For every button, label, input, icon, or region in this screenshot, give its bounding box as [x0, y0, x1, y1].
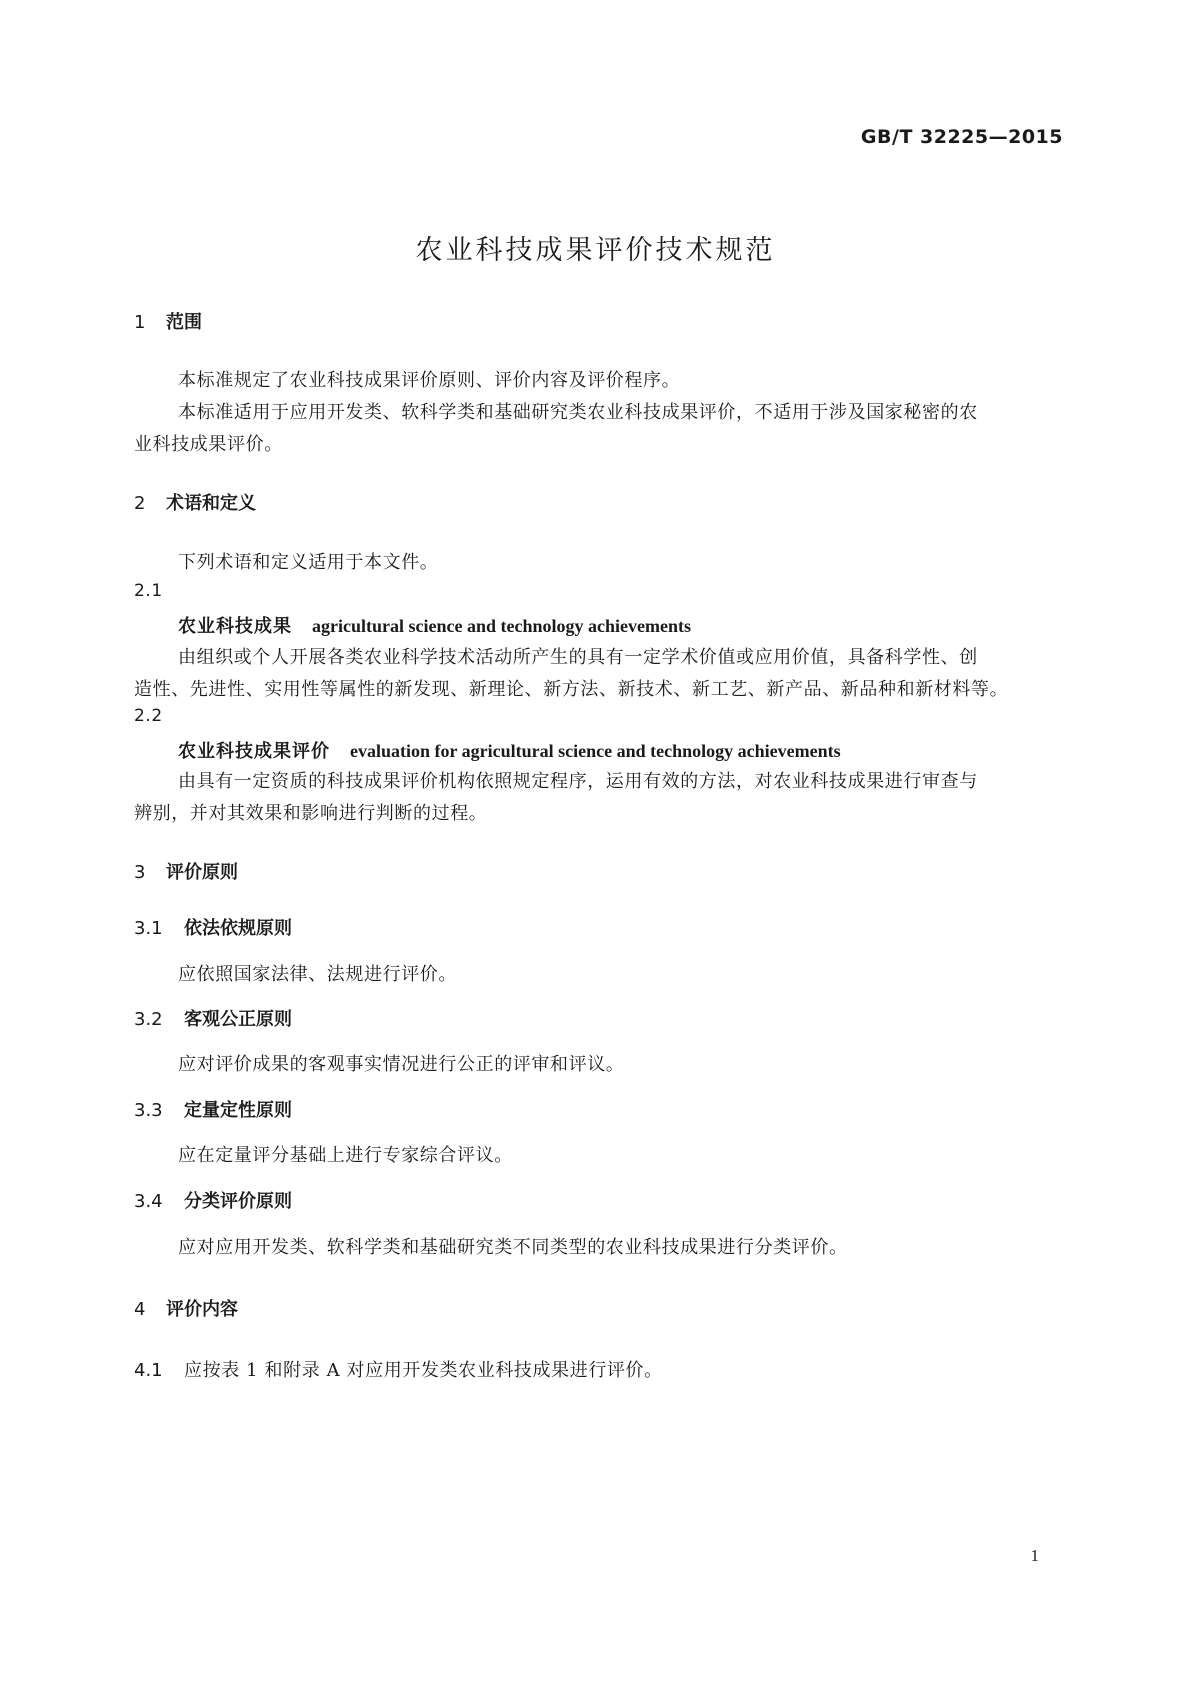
section-number: 2 — [134, 493, 146, 514]
term-chinese: 农业科技成果评价 — [178, 741, 330, 762]
clause-text: 应按表 1 和附录 A 对应用开发类农业科技成果进行评价。 — [184, 1360, 663, 1381]
paragraph: 应对应用开发类、软科学类和基础研究类不同类型的农业科技成果进行分类评价。 — [178, 1237, 848, 1258]
term-definition: 由具有一定资质的科技成果评价机构依照规定程序，运用有效的方法，对农业科技成果进行审查与 — [178, 771, 978, 792]
subsection-heading — [134, 1005, 292, 1031]
term-entry — [178, 737, 841, 763]
section-3-heading — [134, 858, 238, 884]
subsection-title: 客观公正原则 — [184, 1009, 292, 1030]
term-number: 2.2 — [134, 706, 163, 726]
section-number: 4 — [134, 1299, 146, 1320]
section-2-heading — [134, 489, 256, 515]
section-title: 评价内容 — [166, 1299, 238, 1320]
subsection-number: 3.3 — [134, 1100, 163, 1121]
section-number: 3 — [134, 862, 146, 883]
standard-number: GB/T 32225—2015 — [860, 126, 1063, 148]
subsection-heading — [134, 1187, 292, 1213]
term-entry — [178, 612, 691, 638]
term-definition: 由组织或个人开展各类农业科学技术活动所产生的具有一定学术价值或应用价值，具备科学性、创 — [178, 647, 978, 668]
term-chinese: 农业科技成果 — [178, 616, 292, 637]
subsection-heading — [134, 914, 292, 940]
paragraph: 本标准适用于应用开发类、软科学类和基础研究类农业科技成果评价，不适用于涉及国家秘密的农 — [178, 402, 978, 423]
term-english: evaluation for agricultural science and technology achievements — [350, 741, 841, 761]
subsection-title: 依法依规原则 — [184, 918, 292, 939]
paragraph: 应在定量评分基础上进行专家综合评议。 — [178, 1145, 513, 1166]
section-title: 术语和定义 — [166, 493, 256, 514]
subsection-number: 3.2 — [134, 1009, 163, 1030]
paragraph: 下列术语和定义适用于本文件。 — [178, 552, 439, 573]
section-title: 范围 — [166, 312, 202, 333]
section-title: 评价原则 — [166, 862, 238, 883]
paragraph: 本标准规定了农业科技成果评价原则、评价内容及评价程序。 — [178, 370, 681, 391]
clause-number: 4.1 — [134, 1360, 163, 1381]
section-1-heading — [134, 308, 202, 334]
document-title: 农业科技成果评价技术规范 — [415, 235, 776, 266]
subsection-title: 分类评价原则 — [184, 1191, 292, 1212]
subsection-heading — [134, 1096, 292, 1122]
section-number: 1 — [134, 312, 146, 333]
clause-4-1 — [134, 1356, 663, 1382]
paragraph-continuation: 业科技成果评价。 — [134, 434, 283, 455]
subsection-number: 3.4 — [134, 1191, 163, 1212]
term-definition-continuation: 造性、先进性、实用性等属性的新发现、新理论、新方法、新技术、新工艺、新产品、新品种和新材料等。 — [134, 679, 1009, 700]
term-english: agricultural science and technology achievements — [312, 616, 691, 636]
term-definition-continuation: 辨别，并对其效果和影响进行判断的过程。 — [134, 803, 488, 824]
paragraph: 应对评价成果的客观事实情况进行公正的评审和评议。 — [178, 1054, 625, 1075]
subsection-title: 定量定性原则 — [184, 1100, 292, 1121]
section-4-heading — [134, 1295, 238, 1321]
paragraph: 应依照国家法律、法规进行评价。 — [178, 964, 457, 985]
page-number: 1 — [1030, 1546, 1039, 1565]
subsection-number: 3.1 — [134, 918, 163, 939]
term-number: 2.1 — [134, 581, 163, 601]
